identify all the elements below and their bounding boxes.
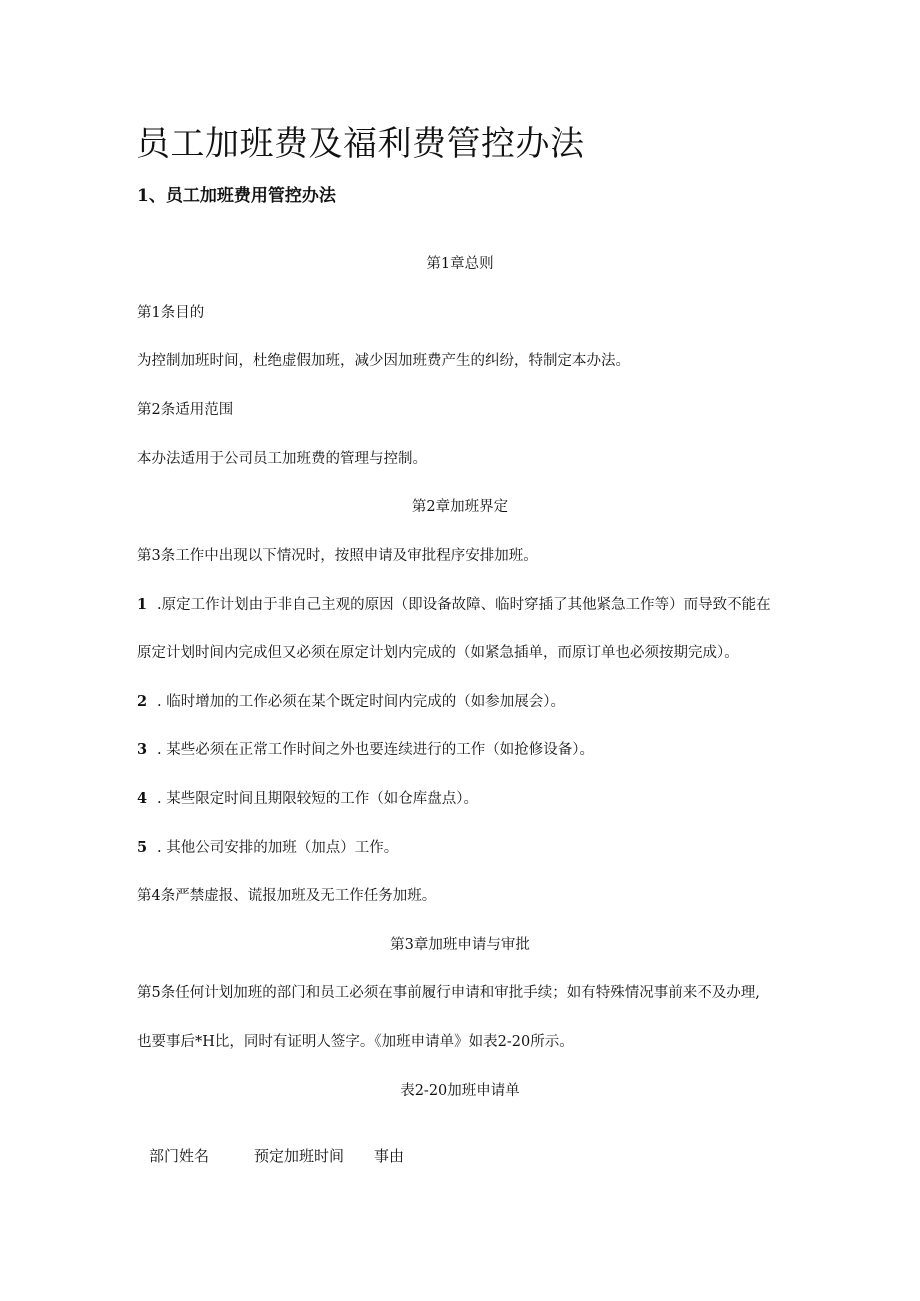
article-2-text: 本办法适用于公司员工加班费的管理与控制。: [137, 451, 427, 467]
chapter-3-heading: 第3章加班申请与审批: [390, 937, 530, 953]
list-item-number: 1: [137, 596, 148, 613]
section-heading: 1、员工加班费用管控办法: [137, 186, 336, 206]
table-header-reason: 事由: [374, 1147, 405, 1165]
list-item-number: 3: [137, 741, 148, 758]
list-item-number: 4: [137, 790, 148, 807]
article-3-text: 第3条工作中出现以下情况时，按照申请及审批程序安排加班。: [137, 548, 538, 564]
article-1-text: 为控制加班时间，杜绝虚假加班，减少因加班费产生的纠纷，特制定本办法。: [137, 353, 630, 369]
list-item-1: [137, 595, 771, 615]
list-item-3: [137, 740, 594, 760]
list-item-text: . 临时增加的工作必须在某个既定时间内完成的（如参加展会）。: [157, 694, 565, 710]
table-header-planned-time: 预定加班时间: [254, 1147, 345, 1165]
article-5-text-continued: 也要事后*H比，同时有证明人签字。《加班申请单》如表2-20所示。: [137, 1034, 574, 1050]
list-item-2: [137, 692, 565, 712]
article-4-text: 第4条严禁虚报、谎报加班及无工作任务加班。: [137, 888, 437, 904]
list-item-text: .原定工作计划由于非自己主观的原因（即设备故障、临时穿插了其他紧急工作等）而导致不能在: [157, 597, 771, 613]
table-caption: 表2-20加班申请单: [400, 1083, 520, 1099]
article-1-heading: 第1条目的: [137, 305, 205, 321]
list-item-text: . 其他公司安排的加班（加点）工作。: [157, 840, 399, 856]
list-item-number: 5: [137, 839, 148, 856]
list-item-5: [137, 838, 398, 858]
list-item-1-continued: 原定计划时间内完成但又必须在原定计划内完成的（如紧急插单，而原订单也必须按期完成）。: [137, 645, 739, 661]
table-header-dept-name: 部门姓名: [149, 1147, 210, 1165]
list-item-number: 2: [137, 693, 148, 710]
list-item-text: . 某些限定时间且期限较短的工作（如仓库盘点）。: [157, 791, 478, 807]
list-item-4: [137, 789, 478, 809]
chapter-2-heading: 第2章加班界定: [411, 499, 509, 515]
table-header-row: [0, 1145, 920, 1169]
article-2-heading: 第2条适用范围: [137, 402, 234, 418]
article-5-text: 第5条任何计划加班的部门和员工必须在事前履行申请和审批手续；如有特殊情况事前来不及办理,: [137, 985, 760, 1001]
chapter-1-heading: 第1章总则: [426, 256, 494, 272]
list-item-text: . 某些必须在正常工作时间之外也要连续进行的工作（如抢修设备）。: [157, 742, 594, 758]
document-title: 员工加班费及福利费管控办法: [136, 124, 585, 164]
